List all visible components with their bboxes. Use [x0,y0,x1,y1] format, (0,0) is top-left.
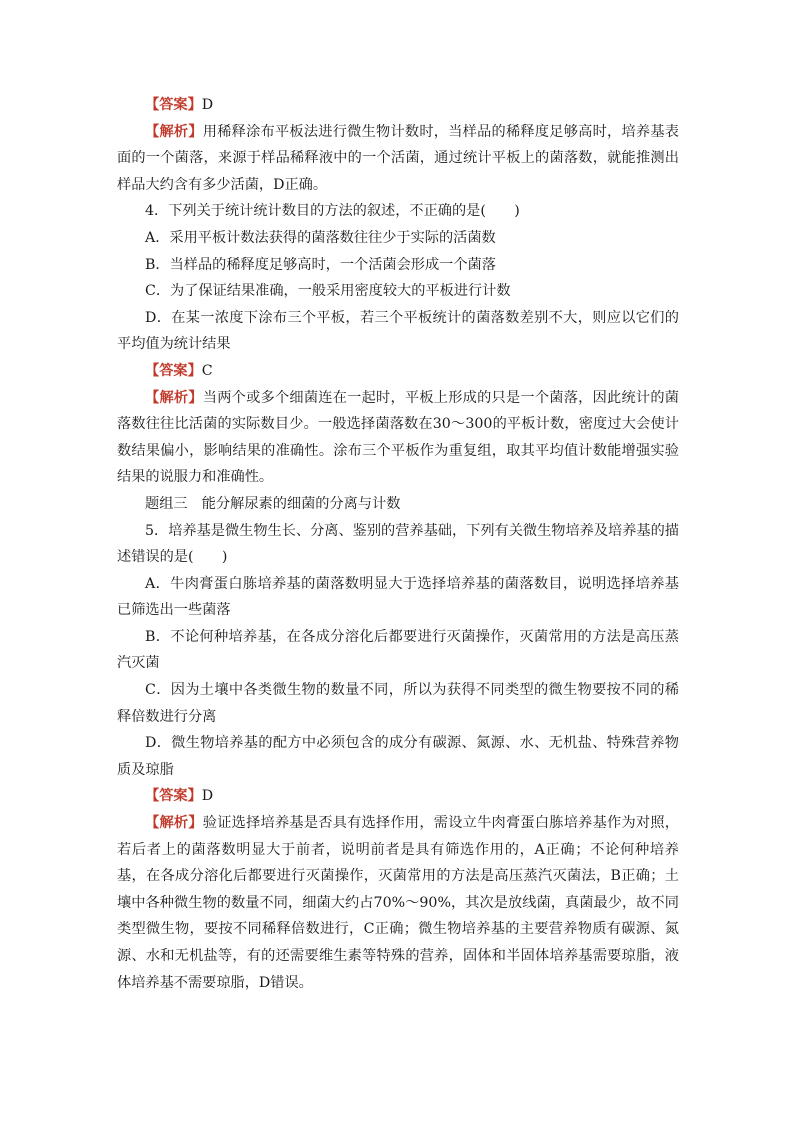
analysis-tag: 【解析】 [145,123,203,140]
question-4-option-d: D．在某一浓度下涂布三个平板，若三个平板统计的菌落数差别不大，则应以它们的平均值为统计结果 [117,309,679,353]
question-5-option-b: B．不论何种培养基，在各成分溶化后都要进行灭菌操作，灭菌常用的方法是高压蒸汽灭菌 [117,628,679,672]
analysis-4-text: 当两个或多个细菌连在一起时，平板上形成的只是一个菌落，因此统计的菌落数往往比活菌的实际数目少。一般选择菌落数在30～300的平板计数，密度过大会使计数结果偏小，影响结果的准确性。涂布三个平板作为重复组，取其平均值计数能增强实验结果的说服力和准确性。 [117,389,679,486]
answer-5-value: D [201,788,214,805]
answer-3 [117,92,679,119]
answer-4 [117,358,679,385]
question-5-option-a: A．牛肉膏蛋白胨培养基的菌落数明显大于选择培养基的菌落数目，说明选择培养基已筛选出一些菌落 [117,575,679,619]
answer-4-value: C [201,362,213,379]
group-heading-3: 题组三 能分解尿素的细菌的分离与计数 [145,495,401,512]
question-4: 4．下列关于统计统计数目的方法的叙述，不正确的是( ) [145,203,520,220]
analysis-tag: 【解析】 [145,815,203,832]
analysis-3 [117,119,679,199]
answer-tag: 【答案】 [145,362,202,379]
question-4-option-a: A．采用平板计数法获得的菌落数往往少于实际的活菌数 [145,229,496,246]
answer-5 [117,783,679,810]
answer-3-value: D [201,97,214,113]
question-5: 5．培养基是微生物生长、分离、鉴别的营养基础，下列有关微生物培养及培养基的描述错误的是( ) [117,522,679,566]
question-5-option-c: C．因为土壤中各类微生物的数量不同，所以为获得不同类型的微生物要按不同的稀释倍数进行分离 [117,682,679,725]
analysis-3-text: 用稀释涂布平板法进行微生物计数时，当样品的稀释度足够高时，培养基表面的一个菌落，来源于样品稀释液中的一个活菌，通过统计平板上的菌落数，就能推测出样品大约含有多少活菌，D正确。 [117,123,679,193]
analysis-tag: 【解析】 [145,389,203,406]
analysis-4 [117,385,679,491]
document-page [117,92,679,996]
answer-tag: 【答案】 [145,788,202,805]
analysis-5 [117,810,679,996]
question-4-option-b: B．当样品的稀释度足够高时，一个活菌会形成一个菌落 [145,256,496,273]
question-4-option-c: C．为了保证结果准确，一般采用密度较大的平板进行计数 [145,283,511,300]
analysis-5-text: 验证选择培养基是否具有选择作用，需设立牛肉膏蛋白胨培养基作为对照，若后者上的菌落数明显大于前者，说明前者是具有筛选作用的，A正确；不论何种培养基，在各成分溶化后都要进行灭菌操作，灭菌常用的方法是高压蒸汽灭菌法，B正确；土壤中各种微生物的数量不同，细菌大约占70%～90%，其次是放线菌，真菌最少，故不同类型微生物，要按不同稀释倍数进行，C正确；微生物培养基的主要营养物质有碳源、氮源、水和无机盐等，有的还需要维生素等特殊的营养，固体和半固体培养基需要琼脂，液体培养基不需要琼脂，D错误。 [117,815,679,991]
answer-tag: 【答案】 [145,97,202,113]
question-5-option-d: D．微生物培养基的配方中必须包含的成分有碳源、氮源、水、无机盐、特殊营养物质及琼脂 [117,735,679,778]
